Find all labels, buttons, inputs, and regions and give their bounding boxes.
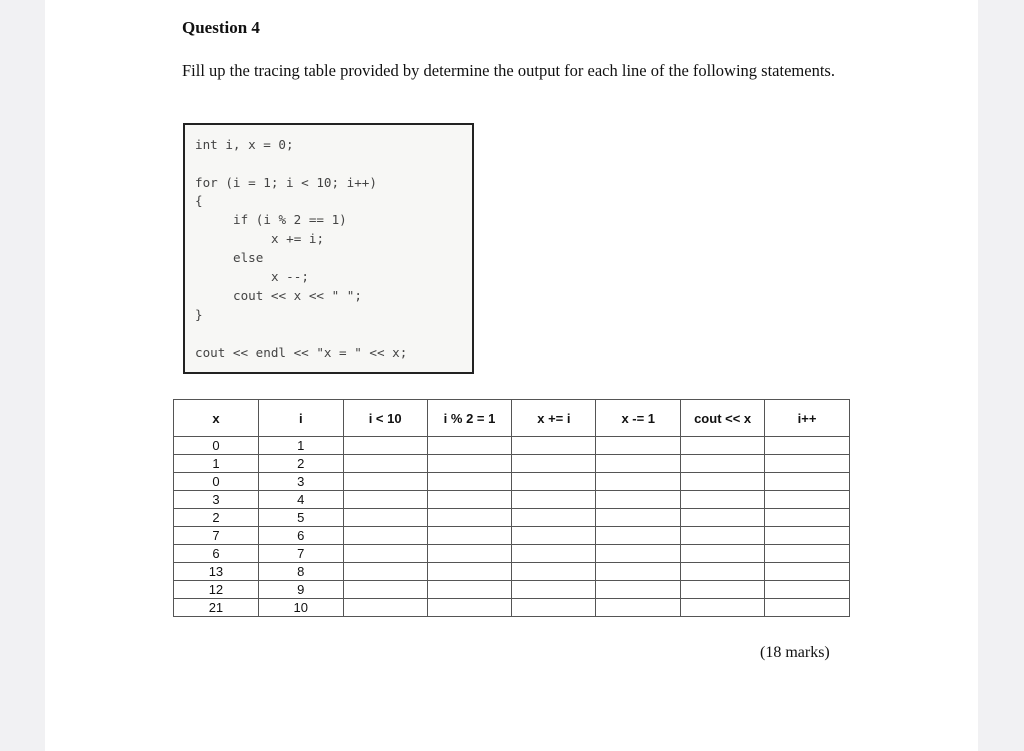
code-line: {: [195, 193, 203, 208]
cell-i: 7: [258, 545, 343, 563]
blank-cell[interactable]: [427, 581, 512, 599]
table-row: [174, 437, 850, 455]
cell-i: 5: [258, 509, 343, 527]
blank-cell[interactable]: [596, 509, 681, 527]
cell-i: 4: [258, 491, 343, 509]
blank-cell[interactable]: [596, 491, 681, 509]
blank-cell[interactable]: [765, 563, 850, 581]
blank-cell[interactable]: [343, 527, 427, 545]
code-snippet-box: [183, 123, 474, 374]
cell-i: 9: [258, 581, 343, 599]
table-row: [174, 581, 850, 599]
blank-cell[interactable]: [596, 437, 681, 455]
blank-cell[interactable]: [681, 545, 765, 563]
table-row: [174, 491, 850, 509]
blank-cell[interactable]: [343, 473, 427, 491]
code-line: if (i % 2 == 1): [233, 212, 347, 227]
column-header-i-less-10: i < 10: [343, 400, 427, 437]
blank-cell[interactable]: [343, 509, 427, 527]
blank-cell[interactable]: [427, 491, 512, 509]
column-header-cout-x: cout << x: [681, 400, 765, 437]
column-header-i-mod-2: i % 2 = 1: [427, 400, 512, 437]
document-page: [45, 0, 978, 751]
code-line: for (i = 1; i < 10; i++): [195, 175, 377, 190]
cell-x: 3: [174, 491, 259, 509]
blank-cell[interactable]: [512, 527, 596, 545]
blank-cell[interactable]: [596, 455, 681, 473]
blank-cell[interactable]: [765, 455, 850, 473]
blank-cell[interactable]: [681, 527, 765, 545]
blank-cell[interactable]: [512, 563, 596, 581]
table-row: [174, 545, 850, 563]
blank-cell[interactable]: [343, 491, 427, 509]
code-line: else: [233, 250, 264, 265]
blank-cell[interactable]: [512, 455, 596, 473]
cell-x: 21: [174, 599, 259, 617]
cell-x: 1: [174, 455, 259, 473]
blank-cell[interactable]: [681, 437, 765, 455]
blank-cell[interactable]: [596, 599, 681, 617]
blank-cell[interactable]: [427, 527, 512, 545]
cell-x: 6: [174, 545, 259, 563]
tracing-table: [173, 399, 850, 617]
cell-x: 7: [174, 527, 259, 545]
table-row: [174, 455, 850, 473]
cell-x: 2: [174, 509, 259, 527]
blank-cell[interactable]: [596, 581, 681, 599]
cell-x: 13: [174, 563, 259, 581]
blank-cell[interactable]: [681, 509, 765, 527]
column-header-x-plus-i: x += i: [512, 400, 596, 437]
blank-cell[interactable]: [427, 473, 512, 491]
blank-cell[interactable]: [512, 509, 596, 527]
blank-cell[interactable]: [512, 581, 596, 599]
cell-i: 6: [258, 527, 343, 545]
blank-cell[interactable]: [427, 545, 512, 563]
blank-cell[interactable]: [512, 599, 596, 617]
blank-cell[interactable]: [765, 473, 850, 491]
cell-i: 8: [258, 563, 343, 581]
blank-cell[interactable]: [765, 581, 850, 599]
marks-label: (18 marks): [760, 644, 830, 661]
blank-cell[interactable]: [765, 491, 850, 509]
table-row: [174, 509, 850, 527]
blank-cell[interactable]: [343, 437, 427, 455]
blank-cell[interactable]: [681, 599, 765, 617]
blank-cell[interactable]: [681, 473, 765, 491]
cell-i: 10: [258, 599, 343, 617]
blank-cell[interactable]: [427, 563, 512, 581]
cell-i: 1: [258, 437, 343, 455]
blank-cell[interactable]: [765, 599, 850, 617]
blank-cell[interactable]: [343, 599, 427, 617]
blank-cell[interactable]: [343, 455, 427, 473]
blank-cell[interactable]: [765, 545, 850, 563]
blank-cell[interactable]: [343, 581, 427, 599]
code-line: }: [195, 307, 203, 322]
cell-x: 0: [174, 437, 259, 455]
question-title: Question 4: [182, 18, 260, 37]
blank-cell[interactable]: [512, 491, 596, 509]
blank-cell[interactable]: [765, 509, 850, 527]
code-line: cout << x << " ";: [233, 288, 362, 303]
cell-i: 3: [258, 473, 343, 491]
blank-cell[interactable]: [512, 545, 596, 563]
blank-cell[interactable]: [343, 563, 427, 581]
blank-cell[interactable]: [596, 527, 681, 545]
cell-x: 0: [174, 473, 259, 491]
table-row: [174, 563, 850, 581]
cell-i: 2: [258, 455, 343, 473]
code-line: x --;: [271, 269, 309, 284]
blank-cell[interactable]: [681, 455, 765, 473]
code-line: cout << endl << "x = " << x;: [195, 345, 408, 360]
column-header-x-minus-1: x -= 1: [596, 400, 681, 437]
table-row: [174, 527, 850, 545]
code-line: int i, x = 0;: [195, 137, 294, 152]
code-line: x += i;: [271, 231, 325, 246]
blank-cell[interactable]: [512, 473, 596, 491]
blank-cell[interactable]: [681, 491, 765, 509]
blank-cell[interactable]: [681, 581, 765, 599]
table-header-row: [174, 400, 850, 437]
blank-cell[interactable]: [427, 509, 512, 527]
question-instruction: Fill up the tracing table provided by determine the output for each line of the following statements.: [182, 61, 835, 80]
column-header-i: i: [258, 400, 343, 437]
blank-cell[interactable]: [681, 563, 765, 581]
blank-cell[interactable]: [427, 455, 512, 473]
cell-x: 12: [174, 581, 259, 599]
blank-cell[interactable]: [512, 437, 596, 455]
blank-cell[interactable]: [427, 599, 512, 617]
table-row: [174, 599, 850, 617]
blank-cell[interactable]: [596, 563, 681, 581]
blank-cell[interactable]: [596, 473, 681, 491]
column-header-i-increment: i++: [765, 400, 850, 437]
column-header-x: x: [174, 400, 259, 437]
blank-cell[interactable]: [427, 437, 512, 455]
blank-cell[interactable]: [765, 527, 850, 545]
blank-cell[interactable]: [765, 437, 850, 455]
table-row: [174, 473, 850, 491]
blank-cell[interactable]: [596, 545, 681, 563]
blank-cell[interactable]: [343, 545, 427, 563]
